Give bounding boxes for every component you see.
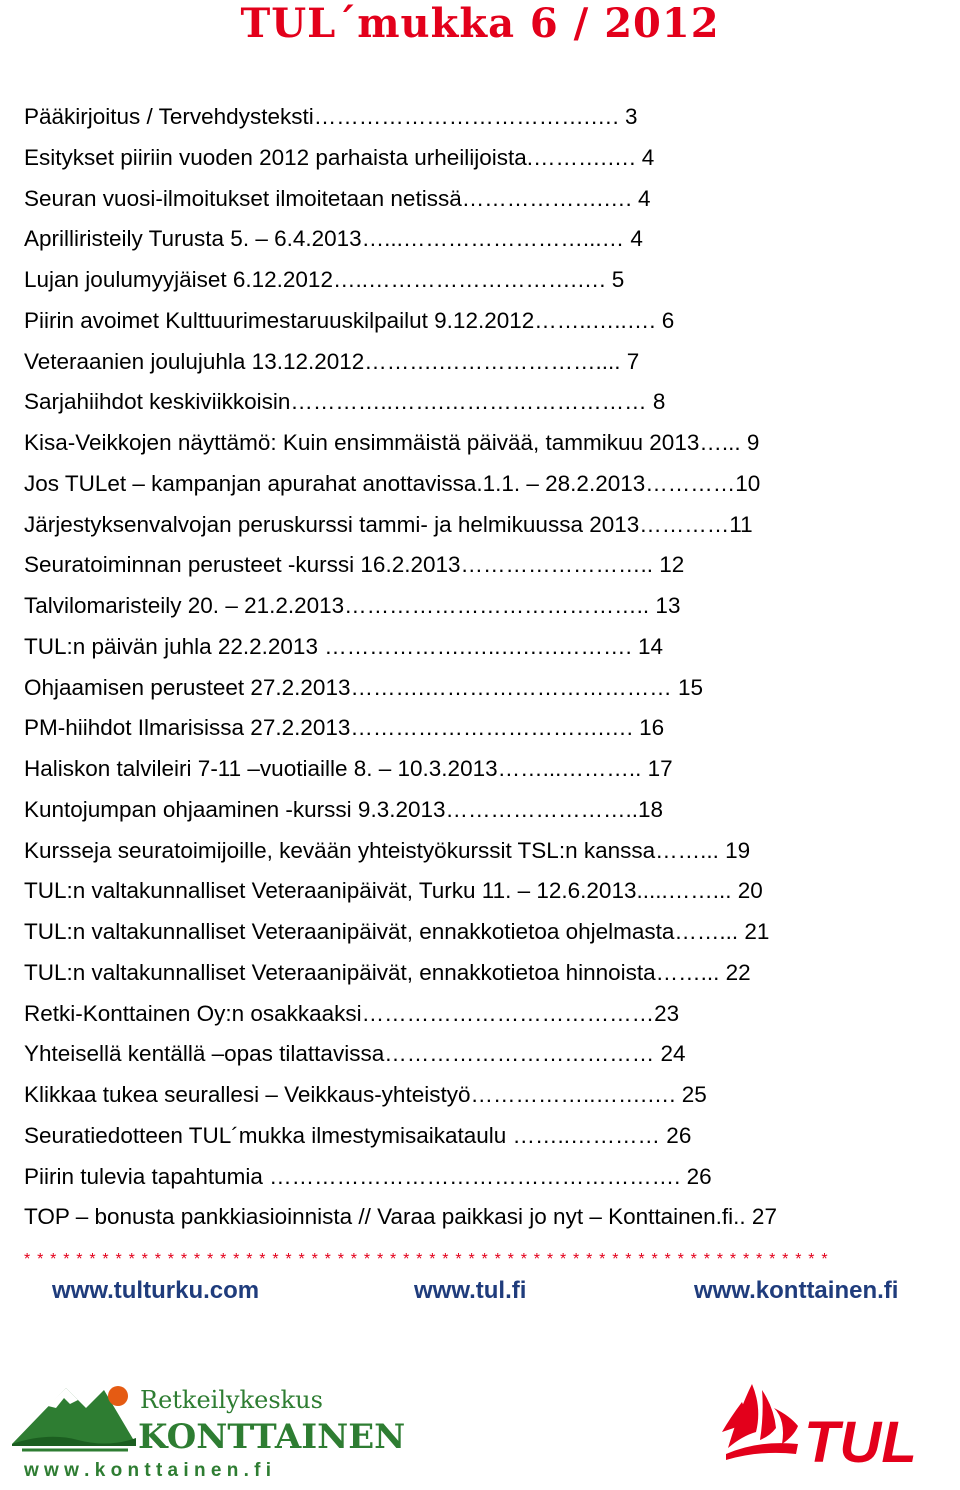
separator-stars: * * * * * * * * * * * * * * * * * * * * * * * * * * * * * * * * * * * * * * * * * * * * * * * * * * * * * * * * * * * * * *	[24, 1251, 829, 1268]
toc-entry[interactable]: Sarjahiihdot keskiviikkoisin…………..…….……………………… 8	[24, 389, 666, 415]
mountain-sun-icon	[12, 1386, 136, 1450]
toc-entry[interactable]: Seuratoiminnan perusteet -kurssi 16.2.2013…………………….. 12	[24, 552, 685, 578]
tul-logo[interactable]	[712, 1378, 952, 1482]
toc-entry[interactable]: Veteraanien joulujuhla 13.12.2012……….………………….... 7	[24, 348, 640, 374]
toc-entry[interactable]: Pääkirjoitus / Tervehdysteksti……………………………….…. 3	[24, 104, 638, 129]
table-of-contents	[24, 97, 950, 1238]
toc-entry[interactable]: TUL:n valtakunnalliset Veteraanipäivät, ennakkotietoa ohjelmasta……... 21	[24, 919, 770, 944]
tul-wordmark: TUL	[804, 1410, 917, 1475]
tul-emblem-icon	[722, 1384, 798, 1460]
toc-entry[interactable]: Ohjaamisen perusteet 27.2.2013……….…………………………… 15	[24, 674, 703, 700]
link-konttainen[interactable]: www.konttainen.fi	[694, 1277, 899, 1304]
toc-entry[interactable]: Aprilliristeily Turusta 5. – 6.4.2013…...……………………...… 4	[24, 226, 643, 252]
toc-entry[interactable]: Yhteisellä kentällä –opas tilattavissa……………………………… 24	[24, 1041, 686, 1067]
toc-entry[interactable]: Kuntojumpan ohjaaminen -kurssi 9.3.2013……………………..18	[24, 796, 664, 822]
toc-entry[interactable]: Kisa-Veikkojen näyttämö: Kuin ensimmäistä päivää, tammikuu 2013…... 9	[24, 430, 760, 455]
toc-entry[interactable]: TUL:n valtakunnalliset Veteraanipäivät, ennakkotietoa hinnoista……... 22	[24, 959, 751, 985]
toc-entry[interactable]: Seuran vuosi-ilmoitukset ilmoitetaan netissä……………….…. 4	[24, 185, 651, 211]
toc-entry[interactable]: TOP – bonusta pankkiasioinnista // Varaa paikkasi jo nyt – Konttainen.fi.. 27	[24, 1204, 777, 1230]
toc-entry[interactable]: Piirin tulevia tapahtumia ………………………………………………. 26	[24, 1163, 712, 1189]
link-tul[interactable]: www.tul.fi	[414, 1277, 527, 1304]
toc-entry[interactable]: Kursseja seuratoimijoille, kevään yhteistyökurssit TSL:n kanssa……... 19	[24, 837, 751, 863]
toc-entry[interactable]: TUL:n päivän juhla 22.2.2013 ……………….…..….….………. 14	[24, 633, 663, 659]
toc-entry[interactable]: Jos TULet – kampanjan apurahat anottavissa.1.1. – 28.2.2013…………10	[24, 470, 761, 496]
toc-entry[interactable]: Seuratiedotteen TUL´mukka ilmestymisaikataulu ……..………… 26	[24, 1122, 692, 1148]
toc-entry[interactable]: Talvilomaristeily 20. – 21.2.2013………………………………….. 13	[24, 593, 681, 618]
toc-entry[interactable]: Haliskon talvileiri 7-11 –vuotiaille 8. – 10.3.2013……...……….. 17	[24, 756, 673, 781]
logo-line1: Retkeilykeskus	[140, 1386, 323, 1414]
logo-line2: KONTTAINEN	[138, 1417, 406, 1457]
toc-entry[interactable]: PM-hiihdot Ilmarisissa 27.2.2013…………………………….…. 16	[24, 715, 665, 741]
toc-entry[interactable]: TUL:n valtakunnalliset Veteraanipäivät, Turku 11. – 12.6.2013.....……... 20	[24, 878, 763, 904]
toc-entry[interactable]: Esitykset piiriin vuoden 2012 parhaista urheilijoista.……….…. 4	[24, 144, 655, 170]
toc-entry[interactable]: Piirin avoimet Kulttuurimestaruuskilpailut 9.12.2012……..…..…. 6	[24, 307, 675, 333]
toc-entry[interactable]: Järjestyksenvalvojan peruskurssi tammi- ja helmikuussa 2013…………11	[24, 511, 753, 537]
toc-entry[interactable]: Retki-Konttainen Oy:n osakkaaksi…………………………………23	[24, 1000, 680, 1026]
konttainen-logo[interactable]	[8, 1366, 406, 1482]
toc-entry[interactable]: Klikkaa tukea seurallesi – Veikkaus-yhteistyö……………..…….…. 25	[24, 1082, 707, 1107]
page-title: TUL´mukka 6 / 2012	[240, 0, 720, 47]
toc-entry[interactable]: Lujan joulumyyjäiset 6.12.2012…..……………………….…. 5	[24, 267, 625, 292]
logo-url: w w w . k o n t t a i n e n . f i	[24, 1460, 272, 1481]
link-tulturku[interactable]: www.tulturku.com	[52, 1277, 260, 1304]
